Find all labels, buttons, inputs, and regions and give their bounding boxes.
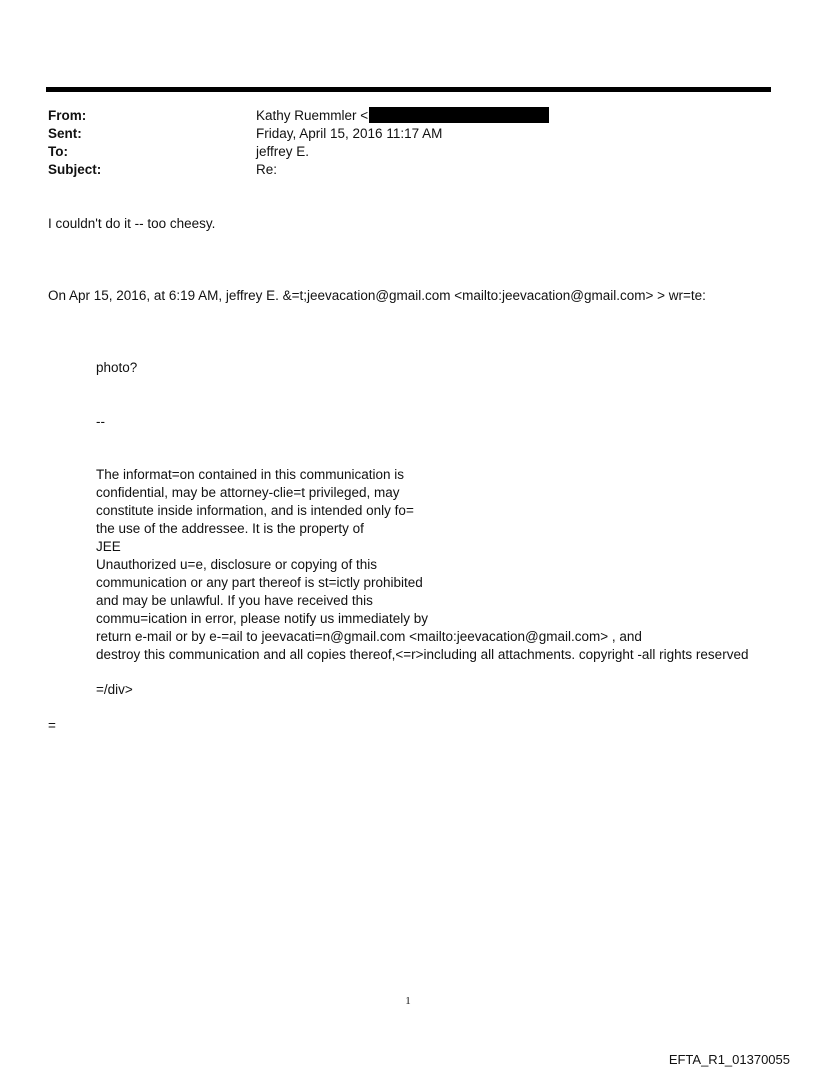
subject-row: [48, 161, 768, 179]
subject-value: Re:: [256, 162, 278, 177]
notice-line: constitute inside information, and is intended only fo=: [96, 503, 414, 518]
header-rule: [46, 87, 771, 92]
notice-line: communication or any part thereof is st=ictly prohibited: [96, 575, 423, 590]
from-row: [48, 107, 768, 125]
from-sender: Kathy Ruemmler <: [256, 108, 369, 123]
notice-line: Unauthorized u=e, disclosure or copying of this: [96, 557, 378, 572]
notice-line: commu=ication in error, please notify us immediately by: [96, 611, 429, 626]
bates-number: EFTA_R1_01370055: [668, 1052, 790, 1067]
to-label: To:: [48, 144, 68, 159]
from-value: [256, 107, 549, 125]
notice-line: confidential, may be attorney-clie=t privileged, may: [96, 485, 400, 500]
from-label: From:: [48, 108, 87, 123]
signature-separator: --: [96, 414, 105, 429]
sent-value: Friday, April 15, 2016 11:17 AM: [256, 126, 443, 141]
notice-line: The informat=on contained in this communication is: [96, 467, 405, 482]
confidentiality-notice: [96, 466, 748, 664]
to-value: jeffrey E.: [256, 144, 310, 159]
notice-line: and may be unlawful. If you have received this: [96, 593, 373, 608]
redaction-block: [369, 107, 549, 123]
quote-intro: On Apr 15, 2016, at 6:19 AM, jeffrey E. &=t;jeevacation@gmail.com <mailto:jeevacation@gmail.com> > wr=te:: [48, 288, 706, 303]
closing-tag: =/div>: [96, 682, 133, 697]
notice-line: the use of the addressee. It is the property of: [96, 521, 364, 536]
notice-line: JEE: [96, 539, 121, 554]
subject-label: Subject:: [48, 162, 102, 177]
notice-line: destroy this communication and all copies thereof,<=r>including all attachments. copyright -all rights reserved: [96, 647, 749, 662]
notice-line: return e-mail or by e-=ail to jeevacati=n@gmail.com <mailto:jeevacation@gmail.com> , and: [96, 629, 642, 644]
sent-row: [48, 125, 768, 143]
trailing-char: =: [48, 718, 56, 733]
page-number: 1: [405, 995, 411, 1007]
reply-text: I couldn't do it -- too cheesy.: [48, 216, 216, 231]
to-row: [48, 143, 768, 161]
sent-label: Sent:: [48, 126, 82, 141]
quoted-message: photo?: [96, 360, 138, 375]
